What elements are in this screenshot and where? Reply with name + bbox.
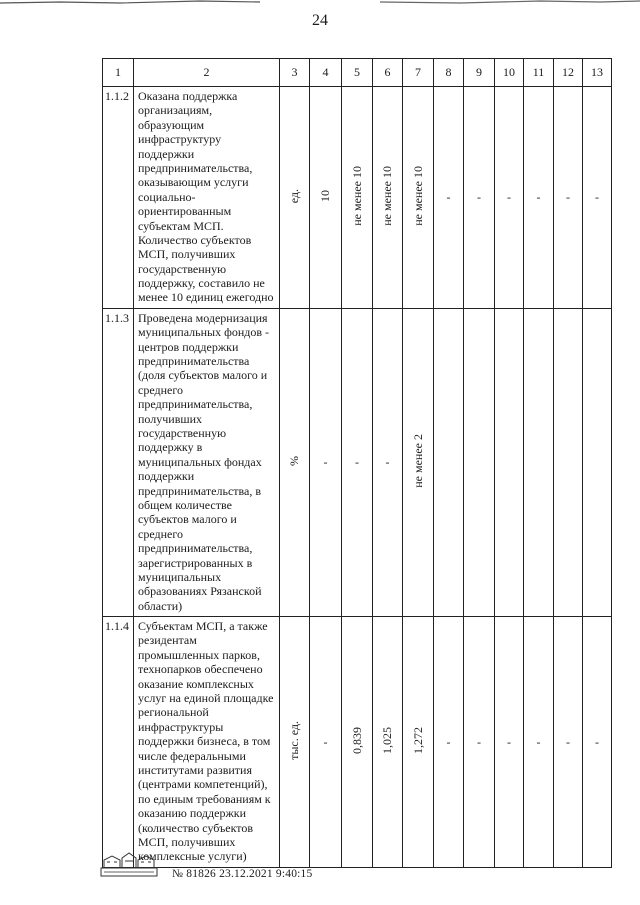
value-cell: 1,272	[410, 726, 425, 754]
table-row	[103, 617, 612, 868]
header-cell: 5	[342, 59, 373, 87]
header-cell: 4	[310, 59, 342, 87]
value-cell: -	[342, 308, 373, 616]
header-cell: 12	[554, 59, 583, 87]
value-cell: -	[464, 87, 495, 309]
value-cell: не менее 10	[410, 165, 425, 226]
value-cell: -	[310, 308, 342, 616]
value-cell: -	[434, 617, 464, 868]
row-number: 1.1.3	[103, 308, 134, 616]
header-cell: 6	[373, 59, 403, 87]
value-cell	[495, 308, 524, 616]
row-description: Оказана поддержка организациям, образующим инфраструктуру поддержки предпринимательства, оказывающим услуги социально-ориентированным субъектам МСП. Количество субъектов МСП, получивших государственную поддержку, составило не менее 10 единиц ежегодно	[134, 87, 280, 309]
row-number: 1.1.4	[103, 617, 134, 868]
table-row	[103, 87, 612, 309]
building-stamp-icon	[100, 850, 158, 878]
value-cell	[554, 308, 583, 616]
value-cell: -	[434, 87, 464, 309]
value-cell: -	[554, 87, 583, 309]
value-cell: не менее 10	[380, 165, 395, 226]
page-number: 24	[312, 12, 328, 29]
value-cell: не менее 10	[349, 165, 364, 226]
document-stamp: № 81826 23.12.2021 9:40:15	[172, 868, 313, 880]
header-cell: 13	[583, 59, 612, 87]
header-cell: 10	[495, 59, 524, 87]
value-cell: -	[464, 617, 495, 868]
header-cell: 9	[464, 59, 495, 87]
unit-cell: тыс. ед.	[287, 720, 302, 760]
header-cell: 3	[280, 59, 310, 87]
row-description: Проведена модернизация муниципальных фондов - центров поддержки предпринимательства (доля субъектов малого и среднего предпринимательства, получивших государственную поддержку в муниципальных фондах поддержки предпринимательства, в общем количестве субъектов малого и среднего предпринимательства, зарегистрированных в муниципальных образованиях Рязанской области)	[134, 308, 280, 616]
value-cell: 1,025	[380, 726, 395, 754]
row-description: Субъектам МСП, а также резидентам промышленных парков, технопарков обеспечено оказание комплексных услуг на единой площадке региональной инфраструктуры поддержки бизнеса, в том числе федеральными институтами развития (центрами компетенций), по единым требованиям к оказанию поддержки (количество субъектов МСП, получивших комплексные услуги)	[134, 617, 280, 868]
table-header-row	[103, 59, 612, 87]
header-cell: 1	[103, 59, 134, 87]
value-cell: -	[495, 617, 524, 868]
value-cell	[524, 308, 554, 616]
header-cell: 2	[134, 59, 280, 87]
value-cell: -	[524, 617, 554, 868]
value-cell: -	[554, 617, 583, 868]
value-cell: -	[495, 87, 524, 309]
document-footer	[100, 850, 620, 890]
scan-edge-artifact	[0, 0, 640, 8]
value-cell	[464, 308, 495, 616]
unit-cell: ед.	[287, 188, 302, 203]
value-cell: -	[524, 87, 554, 309]
unit-cell: %	[287, 456, 302, 467]
header-cell: 11	[524, 59, 554, 87]
value-cell	[434, 308, 464, 616]
row-number: 1.1.2	[103, 87, 134, 309]
value-cell: -	[310, 617, 342, 868]
header-cell: 7	[403, 59, 434, 87]
value-cell: не менее 2	[410, 433, 425, 488]
value-cell	[583, 308, 612, 616]
value-cell: 10	[318, 189, 333, 202]
table-row	[103, 308, 612, 616]
value-cell: 0,839	[349, 726, 364, 754]
value-cell: -	[583, 617, 612, 868]
value-cell: -	[373, 308, 403, 616]
header-cell: 8	[434, 59, 464, 87]
value-cell: -	[583, 87, 612, 309]
indicator-table	[102, 58, 612, 868]
